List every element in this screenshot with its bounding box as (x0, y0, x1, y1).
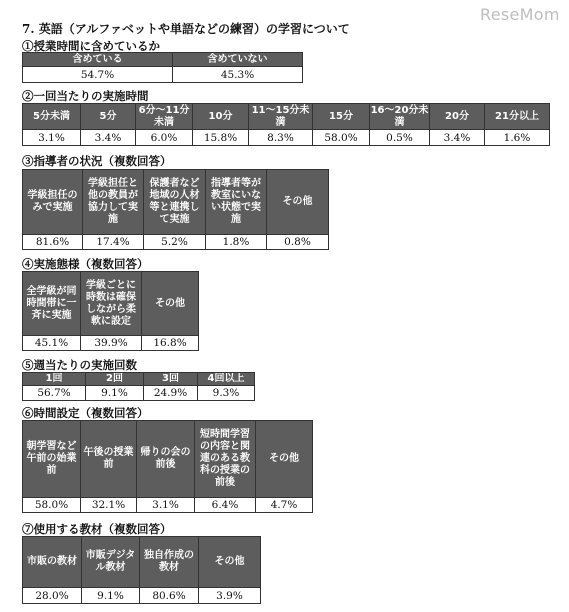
header-cell: その他 (199, 537, 261, 588)
value-cell: 81.6% (23, 235, 83, 250)
value-cell: 39.9% (81, 336, 142, 351)
section-3-heading: ③指導者の状況（複数回答） (22, 154, 172, 168)
header-cell: 朝学習など午前の始業前 (23, 421, 81, 498)
section-4-heading: ④実施態様（複数回答） (22, 257, 149, 271)
value-cell: 1.6% (485, 130, 550, 146)
resemom-logo: ReseMom (480, 5, 560, 24)
value-cell: 15.8% (193, 130, 249, 146)
header-cell: 16～20分未満 (370, 104, 429, 128)
value-cell: 6.0% (136, 130, 193, 146)
header-cell: 11～15分未満 (249, 104, 313, 130)
value-cell: 0.5% (370, 130, 430, 146)
header-cell: 学級担任のみで実施 (23, 170, 83, 235)
value-cell: 45.1% (23, 336, 81, 351)
section-6-heading: ⑥時間設定（複数回答） (22, 406, 149, 420)
header-cell: 学級ごとに時数は確保しながら柔軟に設定 (81, 272, 142, 336)
value-cell: 9.3% (198, 386, 255, 401)
header-cell: 短時間学習の内容と関連のある教科の授業の前後 (195, 421, 256, 498)
value-cell: 80.6% (140, 588, 199, 604)
header-cell: 21分以上 (485, 104, 550, 130)
value-cell: 9.1% (86, 386, 144, 401)
value-cell: 3.9% (199, 588, 261, 604)
value-cell: 28.0% (23, 588, 82, 604)
header-cell: 含めていない (173, 53, 303, 67)
value-cell: 4.7% (256, 498, 313, 513)
value-cell: 56.7% (23, 386, 86, 401)
header-cell: 4回以上 (198, 373, 255, 386)
header-cell: 15分 (313, 104, 370, 130)
value-cell: 8.3% (249, 130, 313, 146)
header-cell: 5分 (81, 104, 136, 130)
value-cell: 58.0% (313, 130, 370, 146)
section-7-table (22, 536, 261, 604)
header-cell: 学級担任と他の教員が協力して実施 (83, 170, 144, 235)
header-cell: 10分 (193, 104, 249, 130)
section-3-table (22, 169, 329, 250)
header-cell: 帰りの会の前後 (137, 421, 195, 498)
header-cell: その他 (267, 170, 329, 235)
header-cell: 含めている (23, 53, 173, 67)
value-cell: 54.7% (23, 67, 173, 83)
section-7-heading: ⑦使用する教材（複数回答） (22, 522, 172, 536)
value-cell: 6.4% (195, 498, 256, 513)
header-cell: その他 (142, 272, 199, 336)
header-cell: 6分～11分未満 (136, 104, 193, 130)
section-2-heading: ②一回当たりの実施時間 (22, 89, 149, 103)
value-cell: 0.8% (267, 235, 329, 250)
header-cell: 保護者など地域の人材等と連携して実施 (144, 170, 206, 235)
value-cell: 16.8% (142, 336, 199, 351)
header-cell: 指導者等が教室にいない状態で実施 (206, 170, 267, 235)
value-cell: 3.4% (81, 130, 136, 146)
value-cell: 1.8% (206, 235, 267, 250)
section-6-table (22, 420, 313, 513)
section-5-table (22, 372, 255, 401)
value-cell: 32.1% (81, 498, 137, 513)
value-cell: 5.2% (144, 235, 206, 250)
value-cell: 3.1% (137, 498, 195, 513)
page-title: 7. 英語（アルファベットや単語などの練習）の学習について (22, 22, 350, 36)
header-cell: 20分 (430, 104, 485, 130)
value-cell: 9.1% (82, 588, 140, 604)
header-cell: 市販の教材 (23, 537, 82, 588)
header-cell: その他 (256, 421, 313, 498)
value-cell: 45.3% (173, 67, 303, 83)
value-cell: 24.9% (144, 386, 198, 401)
header-cell: 3回 (144, 373, 198, 386)
section-5-heading: ⑤週当たりの実施回数 (22, 358, 137, 372)
value-cell: 3.4% (430, 130, 485, 146)
header-cell: 5分未満 (23, 104, 81, 130)
section-1-table (22, 52, 303, 83)
header-cell: 午後の授業前 (81, 421, 137, 498)
header-cell: 全学級が同時間帯に一斉に実施 (23, 272, 81, 336)
header-cell: 独自作成の教材 (140, 537, 199, 588)
header-cell: 1回 (23, 373, 86, 386)
header-cell: 市販デジタル教材 (82, 537, 140, 588)
section-1-heading: ①授業時間に含めているか (22, 39, 160, 53)
section-2-table (22, 103, 550, 146)
section-4-table (22, 271, 199, 351)
header-cell: 2回 (86, 373, 144, 386)
value-cell: 58.0% (23, 498, 81, 513)
value-cell: 17.4% (83, 235, 144, 250)
value-cell: 3.1% (23, 130, 81, 146)
